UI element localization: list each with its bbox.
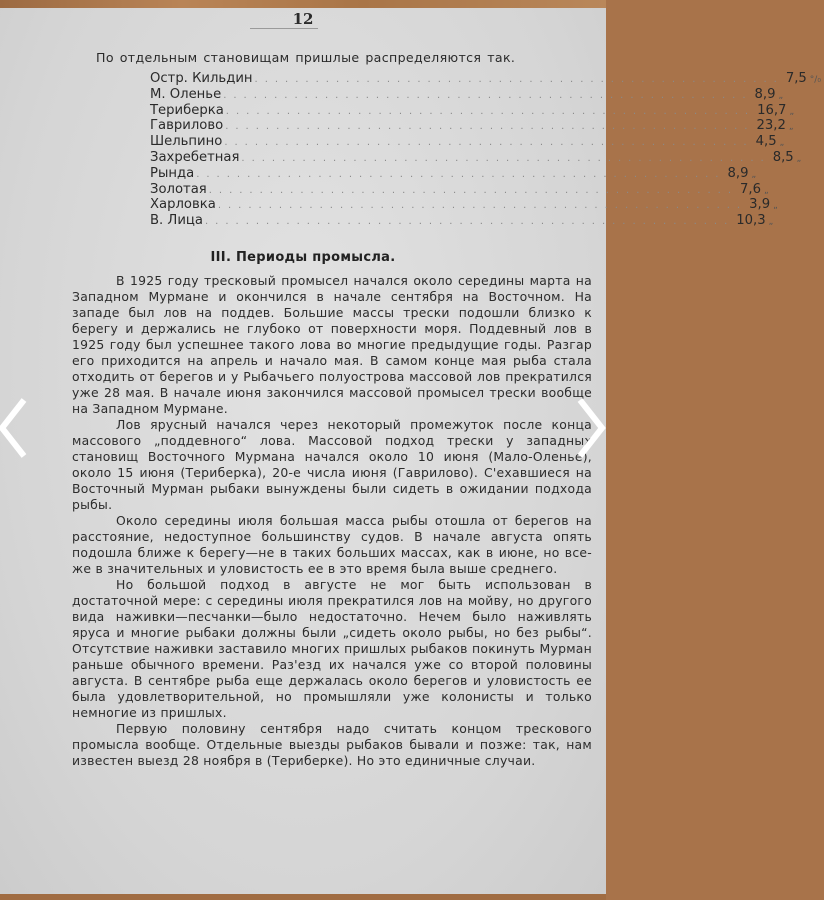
paragraph: Но большой подход в августе не мог быть использован в достаточной мере: с середины июля прекратился лов на мойву, но другого вида наживки—песчанки—было недостаточно. Нечем было наживлять яруса и многие рыбаки должны были „сидеть около рыбы, но без рыбы“. Отсутствие наживки заставило многих пришлых рыбаков покинуть Мурман раньше обычного времени. Раз'езд их начался уже со второй половины августа. В сентябре рыба еще держалась около берегов и уловистость ее была удовлетворительной, но промышляли уже колонисты и только немногие из пришлых. (72, 577, 592, 720)
row-name: Захребетная (150, 149, 240, 165)
row-value: 8,9 (754, 86, 776, 102)
row-name: Золотая (150, 181, 207, 197)
row-name: Харловка (150, 197, 216, 213)
row-unit: „ (779, 138, 785, 149)
table-row (150, 197, 778, 213)
row-name: Шельпино (150, 134, 223, 150)
leader-dots: .................................................... (225, 105, 756, 117)
paragraph: Около середины июля большая масса рыбы отошла от берегов на расстояние, недоступное большинству судов. В начале августа опять подошла ближе к берегу—не в таких больших массах, как в июне, но все-же в значительных и уловистость ее в это время была выше среднего. (72, 513, 592, 576)
table-row (150, 134, 785, 150)
row-name: Остр. Кильдин (150, 71, 253, 86)
document-page (0, 8, 821, 894)
row-name: М. Оленье (150, 86, 222, 102)
row-name: В. Лица (150, 213, 203, 229)
body-text (72, 273, 592, 769)
row-name: Рында (150, 165, 195, 181)
section-heading: III. Периоды промысла. (210, 250, 396, 265)
paragraph: Первую половину сентября надо считать концом трескового промысла вообще. Отдельные выезды рыбаков бывали и позже: так, нам известен выезд 28 ноября в (Териберке). Но это единичные случаи. (72, 721, 592, 768)
row-value: 3,9 (749, 197, 771, 213)
row-unit: „ (796, 153, 802, 164)
next-page-button[interactable] (572, 392, 612, 464)
row-unit: „ (768, 217, 774, 228)
table-row (150, 118, 794, 134)
row-value: 7,6 (740, 181, 761, 197)
leader-dots: .................................................... (204, 216, 735, 228)
previous-page-button[interactable] (0, 392, 40, 464)
leader-dots: .................................................... (217, 200, 748, 212)
leader-dots: .................................................... (196, 168, 726, 180)
row-name: Териберка (150, 102, 224, 118)
row-value: 23,2 (756, 118, 786, 134)
chevron-left-icon (0, 392, 40, 464)
row-unit: „ (788, 122, 794, 133)
paragraph: Лов ярусный начался через некоторый промежуток после конца массового „поддевного“ лова. Массовой подход трески у западных становищ Восточного Мурмана начался около 10 июня (Мало-Оленье), около 15 июня (Териберка), 20-е числа июня (Гаврилово). С'ехавшиеся на Восточный Мурман рыбаки вынуждены были сидеть в ожидании подхода рыбы. (72, 417, 592, 512)
row-unit: „ (773, 201, 778, 212)
leader-dots: .................................................... (223, 89, 753, 101)
table-row (150, 102, 795, 119)
table-row (150, 86, 784, 103)
row-unit: °/₀ (809, 75, 821, 85)
paragraph: В 1925 году тресковый промысел начался около середины марта на Западном Мурмане и окончился в начале сентября на Восточном. На западе был лов на поддев. Большие массы трески подошли близко к берегу и держались не глубоко от поверхности моря. Поддевный лов в 1925 году был успешнее такого лова во многие предыдущие годы. Разгар его приходится на апрель и начало мая. В самом конце мая рыба стала отходить от берегов и у Рыбачьего полуострова массовой лов прекратился уже 28 мая. В начале июня закончился массовой промысел трески вообще на Западном Мурмане. (72, 273, 592, 416)
distribution-table (150, 71, 821, 229)
table-row (150, 181, 769, 198)
table-row (150, 213, 774, 229)
table-row (150, 165, 757, 182)
page-number: 12 (292, 10, 314, 28)
row-unit: „ (789, 106, 795, 117)
leader-dots: .................................................... (241, 152, 771, 164)
row-value: 16,7 (757, 102, 787, 118)
leader-dots: .................................................... (225, 121, 755, 133)
row-value: 8,5 (772, 149, 794, 165)
background-wood-strip (0, 894, 606, 900)
table-intro: По отдельным становищам пришлые распределяются так. (96, 50, 516, 65)
row-unit: „ (764, 185, 769, 196)
leader-dots: .................................................... (254, 74, 784, 85)
row-name: Гаврилово (150, 118, 224, 134)
row-value: 10,3 (736, 213, 766, 229)
leader-dots: .................................................... (224, 137, 754, 149)
row-value: 7,5 (785, 71, 807, 86)
row-unit: „ (778, 90, 784, 101)
chevron-right-icon (572, 392, 612, 464)
row-value: 8,9 (727, 165, 749, 181)
row-unit: „ (751, 169, 757, 180)
row-value: 4,5 (755, 134, 777, 150)
page-number-rule (250, 28, 318, 29)
table-row (150, 71, 821, 87)
leader-dots: .................................................... (208, 184, 739, 196)
table-row (150, 149, 802, 166)
